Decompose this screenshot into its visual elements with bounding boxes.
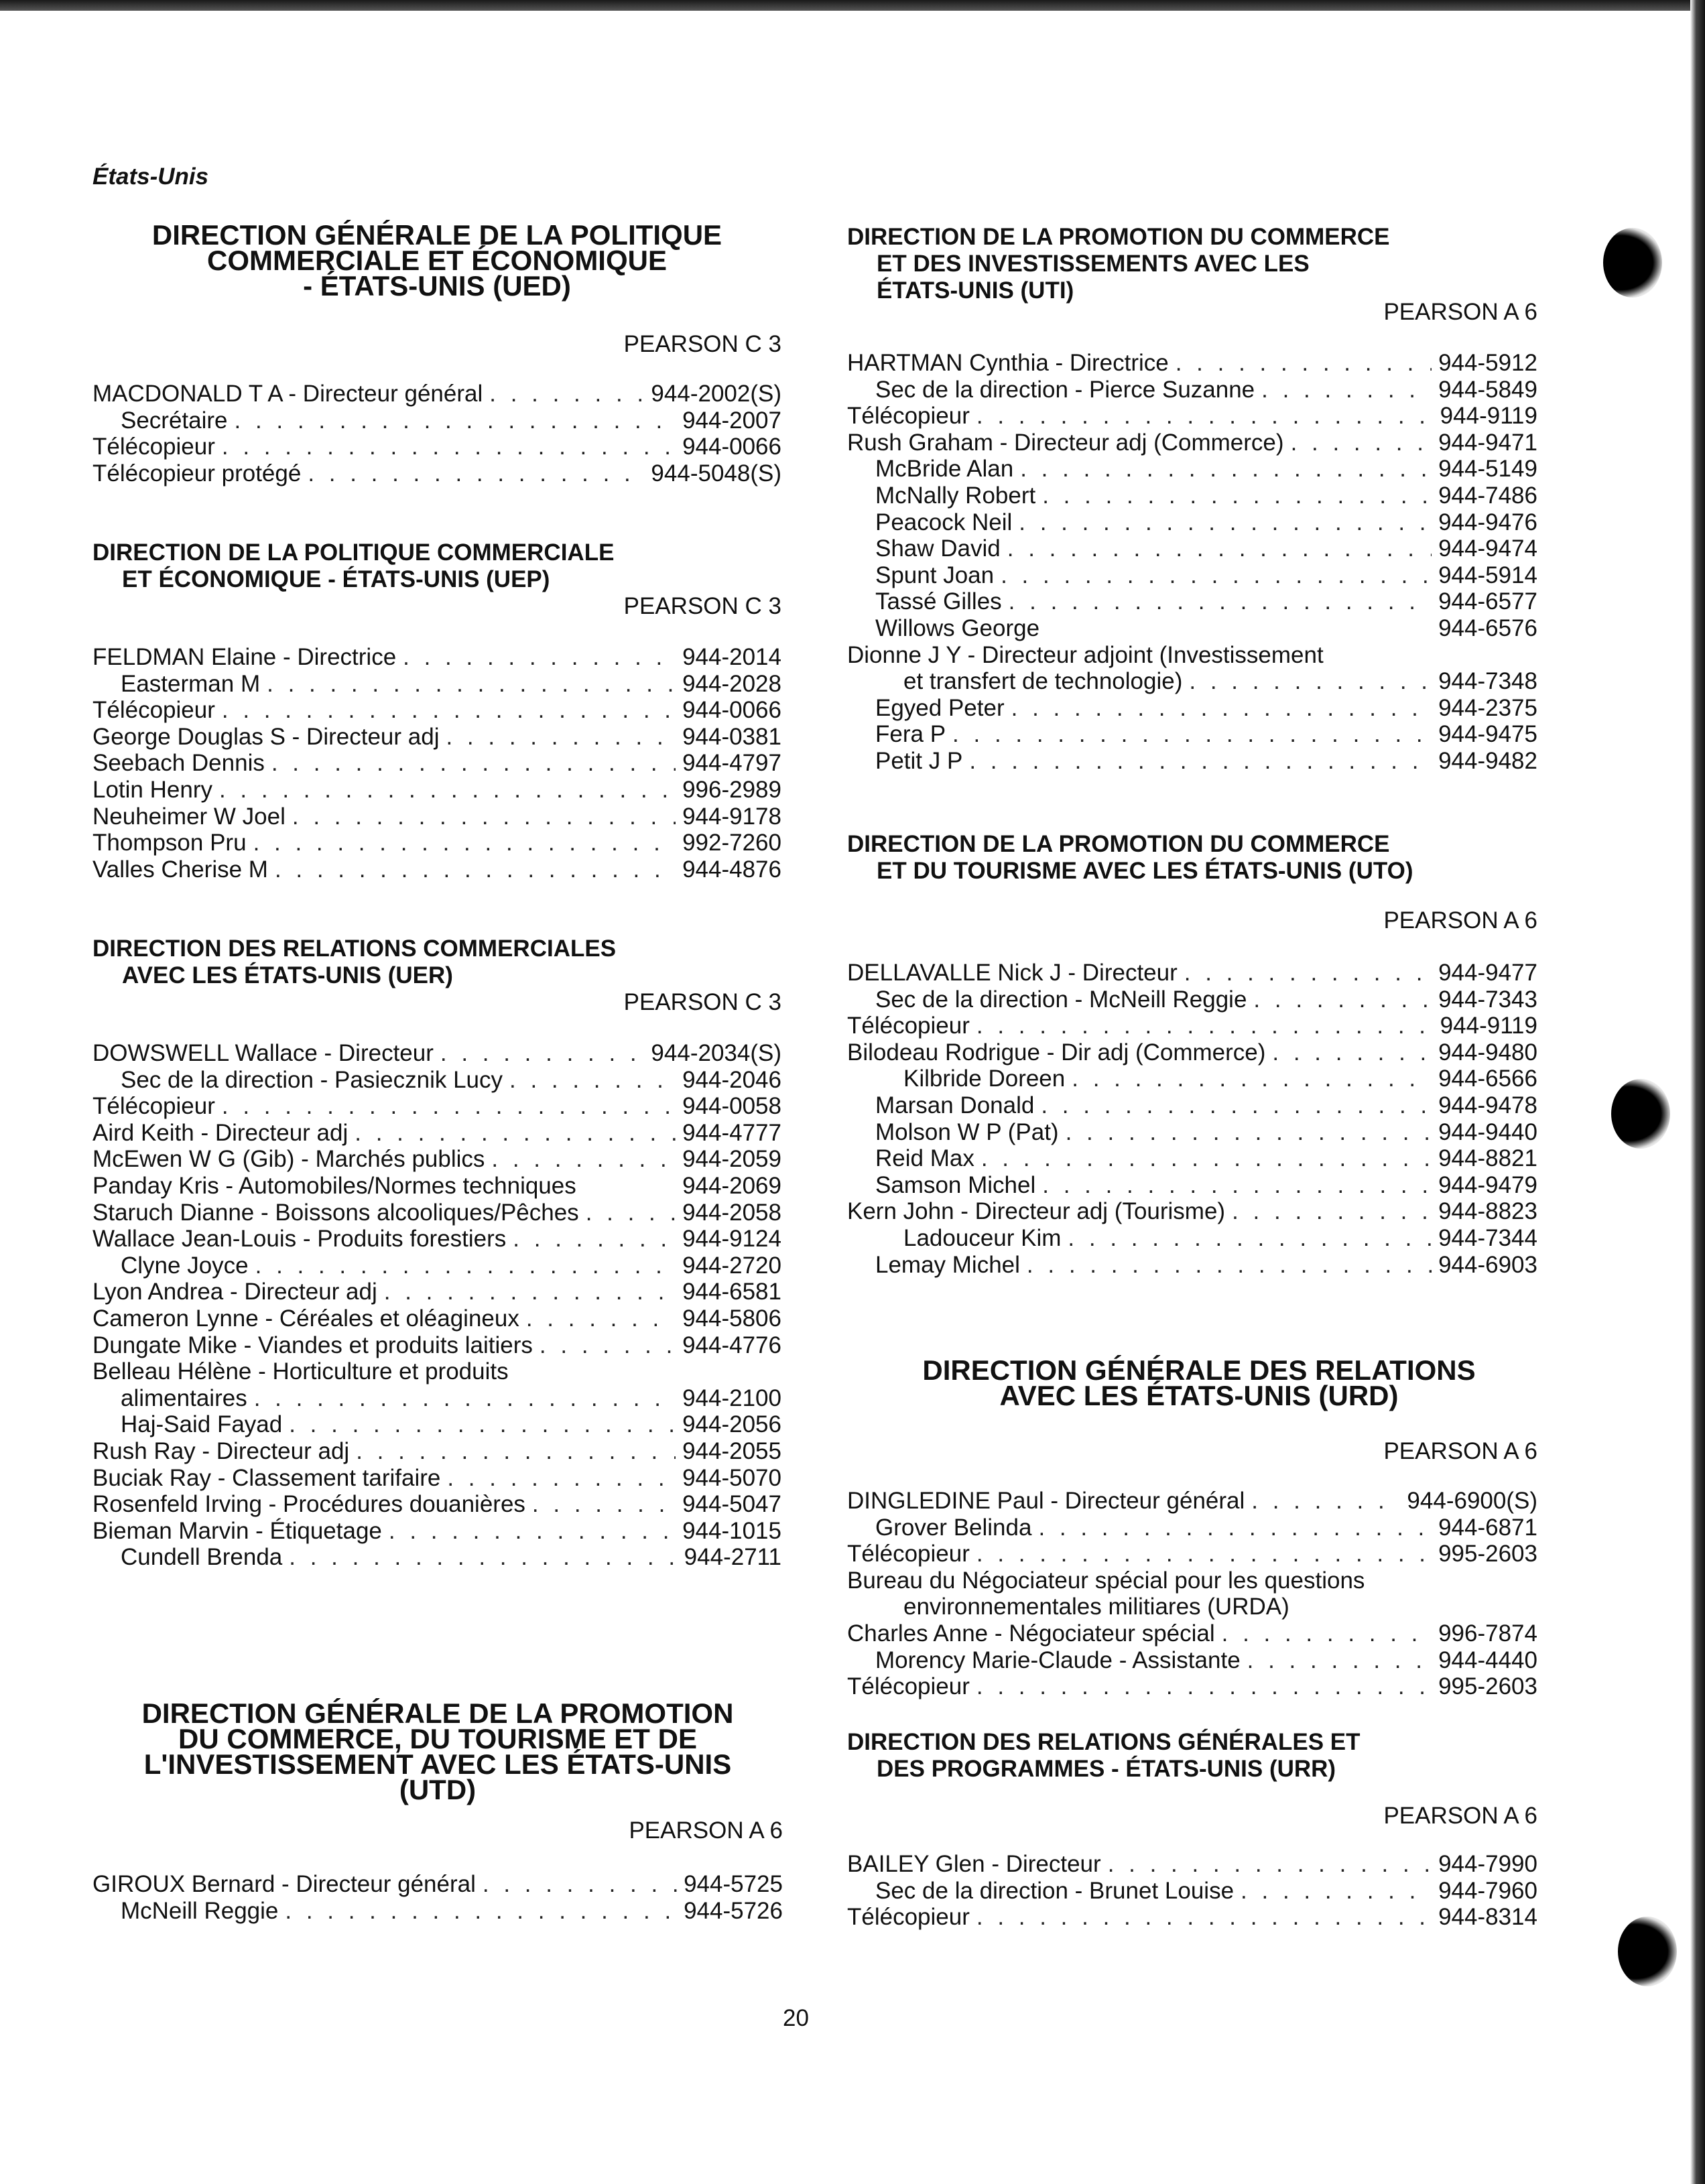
entry-list — [847, 350, 1537, 775]
scan-top-border — [0, 0, 1705, 11]
directory-entry: McNally Robert . . . 944-7486 — [847, 483, 1537, 509]
section-uti — [847, 224, 1537, 775]
directory-entry: Haj-Said Fayad . . . 944-2056 — [92, 1411, 781, 1438]
directory-entry: Easterman M . . . 944-2028 — [92, 671, 781, 698]
directory-entry: Rush Ray - Directeur adj . . . 944-2055 — [92, 1438, 781, 1465]
directory-entry: Clyne Joyce . . . 944-2720 — [92, 1252, 781, 1279]
section-urr — [847, 1729, 1537, 1931]
directory-entry: Aird Keith - Directeur adj . . . 944-4777 — [92, 1120, 781, 1147]
page-number: 20 — [783, 2005, 809, 2031]
directory-entry: Dungate Mike - Viandes et produits laitiers . . . 944-4776 — [92, 1332, 781, 1359]
section-title: DIRECTION GÉNÉRALE DE LA POLITIQUE COMMERCIALE ET ÉCONOMIQUE - ÉTATS-UNIS (UED) — [151, 219, 722, 302]
section-location: PEARSON A 6 — [1383, 1438, 1537, 1464]
section-location: PEARSON C 3 — [623, 989, 781, 1015]
directory-entry: Morency Marie-Claude - Assistante . . . 944-4440 — [847, 1647, 1537, 1674]
entry-list — [92, 1040, 781, 1571]
directory-entry: Valles Cherise M . . . 944-4876 — [92, 856, 781, 883]
directory-entry: Sec de la direction - McNeill Reggie . . . 944-7343 — [847, 986, 1537, 1013]
directory-entry: Télécopieur . . . 944-0066 — [92, 434, 781, 460]
directory-entry: Sec de la direction - Pasiecznik Lucy . . . 944-2046 — [92, 1067, 781, 1094]
directory-entry: GIROUX Bernard - Directeur général . . . 944-5725 — [92, 1871, 783, 1898]
directory-entry: Sec de la direction - Brunet Louise . . . 944-7960 — [847, 1878, 1537, 1905]
section-uto — [847, 831, 1537, 1278]
directory-entry: Spunt Joan . . . 944-5914 — [847, 562, 1537, 589]
directory-entry: Cameron Lynne - Céréales et oléagineux . . . 944-5806 — [92, 1305, 781, 1332]
section-title: DIRECTION DES RELATIONS GÉNÉRALES ET DES PROGRAMMES - ÉTATS-UNIS (URR) — [847, 1729, 1361, 1782]
directory-entry: Fera P . . . 944-9475 — [847, 721, 1537, 748]
entry-list — [92, 1871, 783, 1924]
section-utd — [92, 1697, 783, 1924]
directory-entry: MACDONALD T A - Directeur général . . . 944-2002(S) — [92, 381, 781, 407]
directory-entry: Rosenfeld Irving - Procédures douanières . . . 944-5047 — [92, 1491, 781, 1518]
directory-entry: Dionne J Y - Directeur adjoint (Investissement — [847, 641, 1324, 668]
directory-entry: environnementales militiares (URDA) — [903, 1594, 1289, 1620]
binder-hole — [1611, 1079, 1670, 1149]
directory-entry: Télécopieur . . . 944-0066 — [92, 697, 781, 724]
directory-entry: Kern John - Directeur adj (Tourisme) . . . 944-8823 — [847, 1198, 1537, 1225]
directory-entry: Petit J P . . . 944-9482 — [847, 748, 1537, 775]
directory-entry: Télécopieur . . . 944-9119 — [847, 1013, 1537, 1039]
directory-entry: McNeill Reggie . . . 944-5726 — [92, 1898, 783, 1925]
directory-entry: Marsan Donald . . . 944-9478 — [847, 1092, 1537, 1119]
entry-list — [92, 381, 781, 487]
directory-entry: Charles Anne - Négociateur spécial . . . 996-7874 — [847, 1620, 1537, 1647]
directory-entry: Télécopieur . . . 944-0058 — [92, 1093, 781, 1120]
section-title: DIRECTION DES RELATIONS COMMERCIALES AVEC LES ÉTATS-UNIS (UER) — [92, 936, 617, 988]
directory-entry: Molson W P (Pat) . . . 944-9440 — [847, 1119, 1537, 1146]
section-location: PEARSON A 6 — [1383, 1803, 1537, 1829]
directory-entry: Neuheimer W Joel . . . 944-9178 — [92, 804, 781, 830]
directory-entry: Lemay Michel . . . 944-6903 — [847, 1252, 1537, 1279]
directory-entry: DINGLEDINE Paul - Directeur général . . . 944-6900(S) — [847, 1488, 1537, 1515]
directory-entry: Seebach Dennis . . . 944-4797 — [92, 750, 781, 777]
directory-entry: Panday Kris - Automobiles/Normes techniques 944-2069 — [92, 1172, 781, 1199]
directory-entry: Staruch Dianne - Boissons alcooliques/Pêches . . . 944-2058 — [92, 1200, 781, 1226]
directory-entry: et transfert de technologie) . . . 944-7348 — [847, 668, 1537, 695]
directory-entry: Secrétaire . . . 944-2007 — [92, 407, 781, 434]
directory-entry: Samson Michel . . . 944-9479 — [847, 1172, 1537, 1199]
section-title: DIRECTION DE LA PROMOTION DU COMMERCE ET DES INVESTISSEMENTS AVEC LES ÉTATS-UNIS (UTI) — [847, 224, 1390, 304]
section-location: PEARSON C 3 — [623, 331, 781, 357]
section-location: PEARSON C 3 — [623, 593, 781, 619]
directory-entry: Bilodeau Rodrigue - Dir adj (Commerce) . . . 944-9480 — [847, 1039, 1537, 1066]
directory-entry: Peacock Neil . . . 944-9476 — [847, 509, 1537, 536]
section-uep — [92, 539, 781, 883]
entry-list — [847, 1851, 1537, 1931]
binder-hole — [1603, 228, 1662, 298]
directory-entry: Télécopieur . . . 944-9119 — [847, 403, 1537, 430]
entry-list — [847, 960, 1537, 1278]
directory-entry: alimentaires . . . 944-2100 — [92, 1385, 781, 1412]
section-location: PEARSON A 6 — [1383, 907, 1537, 934]
section-location: PEARSON A 6 — [1383, 299, 1537, 325]
entry-list — [92, 644, 781, 883]
directory-entry: Bureau du Négociateur spécial pour les questions — [847, 1567, 1365, 1594]
section-title: DIRECTION GÉNÉRALE DES RELATIONS AVEC LES ÉTATS-UNIS (URD) — [922, 1354, 1476, 1411]
directory-entry: FELDMAN Elaine - Directrice . . . 944-2014 — [92, 644, 781, 671]
section-uer — [92, 936, 781, 1571]
directory-entry: George Douglas S - Directeur adj . . . 944-0381 — [92, 724, 781, 751]
directory-entry: DOWSWELL Wallace - Directeur . . . 944-2034(S) — [92, 1040, 781, 1067]
directory-entry: HARTMAN Cynthia - Directrice . . . 944-5912 — [847, 350, 1537, 377]
directory-entry: Télécopieur . . . 944-8314 — [847, 1904, 1537, 1931]
directory-entry: Willows George 944-6576 — [875, 615, 1537, 641]
directory-entry: Rush Graham - Directeur adj (Commerce) . . . 944-9471 — [847, 430, 1537, 456]
directory-entry: Télécopieur . . . 995-2603 — [847, 1673, 1537, 1700]
section-title: DIRECTION DE LA PROMOTION DU COMMERCE ET DU TOURISME AVEC LES ÉTATS-UNIS (UTO) — [847, 831, 1413, 884]
directory-entry: Shaw David . . . 944-9474 — [847, 535, 1537, 562]
directory-entry: Buciak Ray - Classement tarifaire . . . 944-5070 — [92, 1465, 781, 1492]
directory-entry: McEwen W G (Gib) - Marchés publics . . . 944-2059 — [92, 1146, 781, 1173]
directory-entry: Tassé Gilles . . . 944-6577 — [847, 588, 1537, 615]
section-title: DIRECTION GÉNÉRALE DE LA PROMOTION DU COMMERCE, DU TOURISME ET DE L'INVESTISSEMENT AVEC LES ÉTATS-UNIS (UTD) — [141, 1697, 734, 1805]
directory-entry: Grover Belinda . . . 944-6871 — [847, 1515, 1537, 1541]
directory-entry: Lotin Henry . . . 996-2989 — [92, 777, 781, 804]
directory-entry: Wallace Jean-Louis - Produits forestiers . . . 944-9124 — [92, 1226, 781, 1252]
directory-entry: Télécopieur . . . 995-2603 — [847, 1541, 1537, 1567]
scan-right-edge — [1690, 0, 1705, 2184]
directory-entry: Egyed Peter . . . 944-2375 — [847, 695, 1537, 722]
directory-entry: Lyon Andrea - Directeur adj . . . 944-6581 — [92, 1279, 781, 1305]
directory-entry: Cundell Brenda . . . 944-2711 — [92, 1544, 781, 1571]
section-title: DIRECTION DE LA POLITIQUE COMMERCIALE ET ÉCONOMIQUE - ÉTATS-UNIS (UEP) — [92, 539, 615, 592]
directory-entry: Thompson Pru . . . 992-7260 — [92, 830, 781, 856]
section-urd — [847, 1354, 1537, 1700]
directory-entry: DELLAVALLE Nick J - Directeur . . . 944-9477 — [847, 960, 1537, 986]
directory-entry: Kilbride Doreen . . . 944-6566 — [847, 1066, 1537, 1092]
directory-entry: Reid Max . . . 944-8821 — [847, 1145, 1537, 1172]
directory-entry: Télécopieur protégé . . . 944-5048(S) — [92, 460, 781, 487]
directory-entry: Sec de la direction - Pierce Suzanne . . . 944-5849 — [847, 377, 1537, 403]
section-ued — [92, 219, 781, 487]
entry-list — [847, 1488, 1537, 1700]
directory-entry: Belleau Hélène - Horticulture et produits — [92, 1358, 509, 1385]
section-location: PEARSON A 6 — [629, 1817, 783, 1844]
directory-entry: Ladouceur Kim . . . 944-7344 — [847, 1225, 1537, 1252]
directory-entry: BAILEY Glen - Directeur . . . 944-7990 — [847, 1851, 1537, 1878]
directory-entry: Bieman Marvin - Étiquetage . . . 944-1015 — [92, 1518, 781, 1545]
directory-entry: McBride Alan . . . 944-5149 — [847, 456, 1537, 483]
binder-hole — [1618, 1917, 1677, 1986]
region-heading: États-Unis — [92, 164, 209, 190]
